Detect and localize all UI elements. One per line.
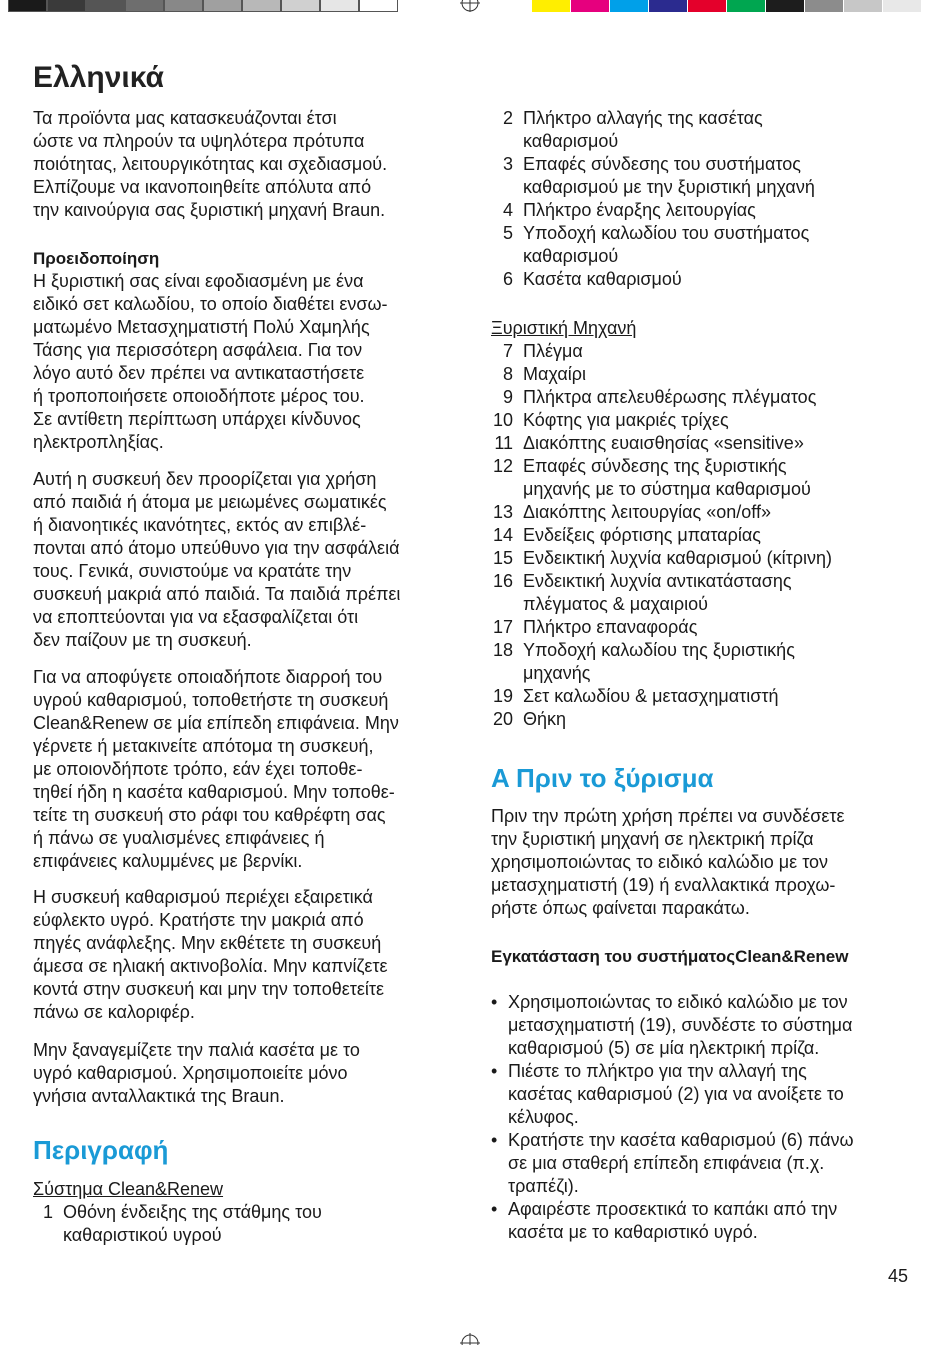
warning-heading: Προειδοποίηση	[33, 249, 160, 268]
bullet-text	[508, 1060, 844, 1129]
text-line: Τάσης για περισσότερη ασφάλεια. Για τον	[33, 340, 363, 360]
list-item	[491, 639, 795, 685]
flammable-paragraph	[33, 886, 388, 1024]
text-line: Η ξυριστική σας είναι εφοδιασμένη με ένα	[33, 271, 364, 291]
bullet-item	[491, 1060, 844, 1129]
text-line: Για να αποφύγετε οποιαδήποτε διαρροή του	[33, 667, 383, 687]
text-line: Επαφές σύνδεσης της ξυριστικής	[523, 456, 787, 476]
text-line: Ελπίζουμε να ικανοποιηθείτε απόλυτα από	[33, 177, 372, 197]
children-paragraph	[33, 468, 400, 652]
color-swatch	[883, 0, 922, 12]
item-text	[513, 685, 778, 708]
text-line: Διακόπτης λειτουργίας «on/off»	[523, 502, 771, 522]
color-swatch	[8, 0, 47, 12]
item-number: 9	[502, 387, 513, 407]
text-line: πονται από άτομο υπεύθυνο για την ασφάλειά	[33, 538, 400, 558]
text-line: Οθόνη ένδειξης της στάθμης του	[63, 1202, 322, 1222]
text-line: υγρού καθαρισμού, τοποθετήστε τη συσκευή	[33, 690, 389, 710]
color-swatch	[242, 0, 281, 12]
text-line: ρήστε όπως φαίνεται παρακάτω.	[491, 898, 750, 918]
description-heading: Περιγραφή	[33, 1135, 169, 1165]
text-line: συσκευή μακριά από παιδιά. Τα παιδιά πρέπει	[33, 584, 401, 604]
text-line: ποιότητας, λειτουργικότητας και σχεδιασμού.	[33, 154, 388, 174]
text-line: κασέτα με το καθαριστικό υγρό.	[508, 1222, 758, 1242]
text-line: άμεσα σε ηλιακή ακτινοβολία. Μην καπνίζετε	[33, 956, 388, 976]
system-heading: Σύστημα Clean&Renew	[33, 1179, 224, 1199]
item-text	[513, 340, 583, 363]
text-line: Κρατήστε την κασέτα καθαρισμού (6) πάνω	[508, 1130, 854, 1150]
bullet-text	[508, 991, 852, 1060]
item-number: 4	[502, 200, 513, 220]
item-text	[513, 616, 697, 639]
item-text	[513, 107, 763, 153]
text-line: τους. Γενικά, συνιστούμε να κρατάτε την	[33, 561, 352, 581]
item-text	[513, 455, 811, 501]
item-number: 14	[492, 525, 513, 545]
color-swatch	[281, 0, 320, 12]
item-text	[513, 386, 816, 409]
list-item	[491, 524, 761, 547]
text-line: καθαρισμού	[523, 246, 619, 266]
text-line: με οποιονδήποτε τρόπο, εάν έχει τοποθε-	[33, 759, 363, 779]
text-line: κέλυφος.	[508, 1107, 579, 1127]
text-line: Ενδεικτική λυχνία αντικατάστασης	[523, 571, 792, 591]
item-text	[513, 432, 804, 455]
item-number: 20	[492, 709, 513, 729]
color-swatch	[359, 0, 398, 12]
text-line: μηχανής	[523, 663, 591, 683]
text-line: Πιέστε το πλήκτρο για την αλλαγή της	[508, 1061, 807, 1081]
item-number: 7	[502, 341, 513, 361]
text-line: Κασέτα καθαρισμού	[523, 269, 682, 289]
grayscale-color-bar	[8, 0, 398, 12]
page-title: Ελληνικά	[33, 61, 164, 94]
warning-paragraph	[33, 270, 388, 454]
color-swatch	[86, 0, 125, 12]
text-line: λόγο αυτό δεν πρέπει να αντικαταστήσετε	[33, 363, 365, 383]
item-text	[513, 708, 566, 731]
cmyk-color-bar	[532, 0, 922, 12]
item-number: 12	[492, 456, 513, 476]
text-line: Πλήκτρα απελευθέρωσης πλέγματος	[523, 387, 817, 407]
text-line: κασέτας καθαρισμού (2) για να ανοίξετε το	[508, 1084, 844, 1104]
item-number: 3	[502, 154, 513, 174]
text-line: τηθεί ήδη η κασέτα καθαρισμού. Μην τοποθε-	[33, 782, 395, 802]
text-line: ώστε να πληρούν τα υψηλότερα πρότυπα	[33, 131, 365, 151]
item-text	[513, 222, 809, 268]
text-line: Εγκατάσταση του συστήματος	[491, 947, 736, 966]
text-line: υγρό καθαρισμού. Χρησιμοποιείτε μόνο	[33, 1063, 348, 1083]
item-number: 10	[492, 410, 513, 430]
item-number: 5	[502, 223, 513, 243]
list-item	[491, 268, 682, 291]
text-line: Αφαιρέστε προσεκτικά το καπάκι από την	[508, 1199, 838, 1219]
color-swatch	[47, 0, 86, 12]
text-line: καθαρισμού με την ξυριστική μηχανή	[523, 177, 815, 197]
registration-mark-icon	[458, 1331, 482, 1345]
text-line: γέρνετε ή μετακινείτε απότομα τη συσκευή,	[33, 736, 374, 756]
color-swatch	[610, 0, 649, 12]
bullet-icon: •	[491, 1199, 498, 1219]
text-line: ηλεκτροπληξίας.	[33, 432, 164, 452]
text-line: μετασχηματιστή (19) ή εναλλακτικά προχω-	[491, 875, 836, 895]
shaver-heading: Ξυριστική Μηχανή	[491, 318, 637, 338]
text-line: Πλήκτρο έναρξης λειτουργίας	[523, 200, 756, 220]
leak-paragraph	[33, 666, 399, 873]
item-number: 18	[492, 640, 513, 660]
text-line: ματωμένο Μετασχηματιστή Πολύ Χαμηλής	[33, 317, 370, 337]
color-swatch	[532, 0, 571, 12]
color-swatch	[203, 0, 242, 12]
item-text	[513, 524, 761, 547]
list-item	[491, 363, 586, 386]
list-item	[491, 222, 809, 268]
item-number: 1	[42, 1202, 53, 1222]
text-line: Ενδεικτική λυχνία καθαρισμού (κίτρινη)	[523, 548, 832, 568]
item-number: 19	[492, 686, 513, 706]
color-swatch	[164, 0, 203, 12]
item-number: 6	[502, 269, 513, 289]
list-item	[491, 708, 566, 731]
text-line: Υποδοχή καλωδίου του συστήματος	[523, 223, 810, 243]
list-item	[491, 153, 815, 199]
text-line: Θήκη	[523, 709, 567, 729]
text-line: Επαφές σύνδεσης του συστήματος	[523, 154, 801, 174]
bullet-icon: •	[491, 1061, 498, 1081]
list-item	[491, 616, 697, 639]
text-line: Μαχαίρι	[523, 364, 587, 384]
bullet-icon: •	[491, 1130, 498, 1150]
bullet-item	[491, 1198, 837, 1244]
text-line: Υποδοχή καλωδίου της ξυριστικής	[523, 640, 795, 660]
text-line: Αυτή η συσκευή δεν προορίζεται για χρήση	[33, 469, 377, 489]
color-swatch	[649, 0, 688, 12]
text-line: καθαρισμού	[523, 131, 619, 151]
text-line: τραπέζι).	[508, 1176, 579, 1196]
text-line: μηχανής με το σύστημα καθαρισμού	[523, 479, 811, 499]
list-item	[491, 501, 771, 524]
item-text	[513, 639, 795, 685]
bullet-text	[508, 1198, 837, 1244]
text-line: Τα προϊόντα μας κατασκευάζονται έτσι	[33, 108, 337, 128]
refill-paragraph	[33, 1039, 360, 1108]
text-line: την ξυριστική μηχανή σε ηλεκτρική πρίζα	[491, 829, 814, 849]
text-line: πάνω σε καλοριφέρ.	[33, 1002, 195, 1022]
install-heading	[491, 945, 848, 968]
text-line: ειδικό σετ καλωδίου, το οποίο διαθέτει ενσω-	[33, 294, 388, 314]
text-line: από παιδιά ή άτομα με μειωμένες σωματικές	[33, 492, 387, 512]
item-text	[513, 268, 682, 291]
color-swatch	[844, 0, 883, 12]
registration-mark-icon	[458, 0, 482, 14]
list-item	[491, 340, 583, 363]
color-swatch	[766, 0, 805, 12]
text-line: Clean&Renew σε μία επίπεδη επιφάνεια. Μην	[33, 713, 399, 733]
text-line: εύφλεκτο υγρό. Κρατήστε την μακριά από	[33, 910, 364, 930]
item-text	[513, 570, 792, 616]
item-number: 8	[502, 364, 513, 384]
list-item	[491, 685, 778, 708]
item-text	[513, 199, 756, 222]
text-line: πηγές ανάφλεξης. Μην εκθέτετε τη συσκευή	[33, 933, 382, 953]
text-line: Πλήκτρο αλλαγής της κασέτας	[523, 108, 763, 128]
item-text	[513, 363, 586, 386]
bullet-text	[508, 1129, 854, 1198]
color-swatch	[727, 0, 766, 12]
section-a-heading: A Πριν το ξύρισμα	[491, 763, 714, 793]
item-number: 13	[492, 502, 513, 522]
section-a-paragraph	[491, 805, 845, 920]
text-line: Η συσκευή καθαρισμού περιέχει εξαιρετικά	[33, 887, 373, 907]
text-line: σε μια σταθερή επίπεδη επιφάνεια (π.χ.	[508, 1153, 825, 1173]
item-number: 15	[492, 548, 513, 568]
color-swatch	[320, 0, 359, 12]
text-line: Πριν την πρώτη χρήση πρέπει να συνδέσετε	[491, 806, 845, 826]
item-text	[53, 1201, 322, 1247]
list-item	[491, 107, 763, 153]
item-text	[513, 547, 832, 570]
list-item	[491, 386, 816, 409]
list-item	[491, 199, 756, 222]
list-item	[491, 432, 804, 455]
text-line: καθαριστικού υγρού	[63, 1225, 222, 1245]
text-line: δεν παίζουν με τη συσκευή.	[33, 630, 252, 650]
text-line: Ενδείξεις φόρτισης μπαταρίας	[523, 525, 761, 545]
bullet-icon: •	[491, 992, 498, 1012]
list-item	[491, 409, 729, 432]
text-line: Κόφτης για μακριές τρίχες	[523, 410, 729, 430]
text-line: χρησιμοποιώντας το ειδικό καλώδιο με τον	[491, 852, 829, 872]
text-line: γνήσια ανταλλακτικά της Braun.	[33, 1086, 285, 1106]
text-line: ή τροποποιήσετε οποιοδήποτε μέρος του.	[33, 386, 365, 406]
color-swatch	[688, 0, 727, 12]
text-line: Χρησιμοποιώντας το ειδικό καλώδιο με τον	[508, 992, 848, 1012]
text-line: επιφάνειες καλυμμένες με βερνίκι.	[33, 851, 303, 871]
text-line: κοντά στην συσκευή και μην την τοποθετείτε	[33, 979, 385, 999]
item-text	[513, 409, 729, 432]
list-item	[33, 1201, 322, 1247]
bullet-item	[491, 1129, 854, 1198]
text-line: καθαρισμού (5) σε μία ηλεκτρική πρίζα.	[508, 1038, 820, 1058]
text-line: ή πάνω σε γυαλισμένες επιφάνειες ή	[33, 828, 325, 848]
text-line: Σε αντίθετη περίπτωση υπάρχει κίνδυνος	[33, 409, 361, 429]
text-line: Σετ καλωδίου & μετασχηματιστή	[523, 686, 779, 706]
item-number: 11	[494, 433, 513, 453]
text-line: τείτε τη συσκευή στο ράφι του καθρέφτη σας	[33, 805, 386, 825]
item-number: 2	[502, 108, 513, 128]
text-line: Διακόπτης ευαισθησίας «sensitive»	[523, 433, 804, 453]
color-swatch	[571, 0, 610, 12]
color-swatch	[125, 0, 164, 12]
color-swatch	[805, 0, 844, 12]
text-line: Πλέγμα	[523, 341, 583, 361]
item-number: 16	[492, 571, 513, 591]
intro-paragraph	[33, 107, 387, 222]
list-item	[491, 570, 792, 616]
bullet-item	[491, 991, 852, 1060]
text-line: Clean&Renew	[735, 947, 849, 966]
text-line: να εποπτεύονται για να εξασφαλίζεται ότι	[33, 607, 359, 627]
text-line: Πλήκτρο επαναφοράς	[523, 617, 698, 637]
list-item	[491, 455, 811, 501]
page-number: 45	[888, 1266, 909, 1286]
text-line: Μην ξαναγεμίζετε την παλιά κασέτα με το	[33, 1040, 360, 1060]
item-number: 17	[492, 617, 513, 637]
text-line: ή διανοητικές ικανότητες, εκτός αν επιβλέ-	[33, 515, 367, 535]
list-item	[491, 547, 832, 570]
text-line: την καινούργια σας ξυριστική μηχανή Braun.	[33, 200, 386, 220]
item-text	[513, 153, 815, 199]
text-line: πλέγματος & μαχαιριού	[523, 594, 709, 614]
text-line: μετασχηματιστή (19), συνδέστε το σύστημα	[508, 1015, 853, 1035]
item-text	[513, 501, 771, 524]
